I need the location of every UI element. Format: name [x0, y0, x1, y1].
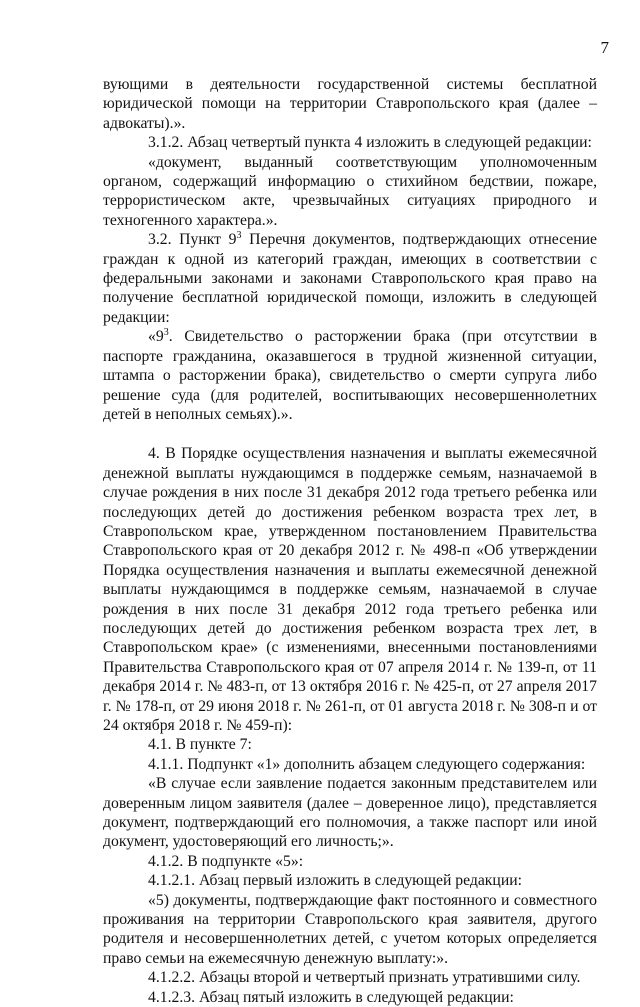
- superscript-3: 3: [163, 327, 169, 339]
- paragraph-quote-item-9-3: [103, 327, 597, 424]
- document-body: [103, 75, 597, 1007]
- superscript-3: 3: [236, 230, 242, 242]
- paragraph-item-9-3-start: «9: [148, 328, 164, 346]
- paragraph-4-1-2-1: 4.1.2.1. Абзац первый изложить в следующей редакции:: [148, 872, 522, 890]
- page-number: 7: [600, 38, 609, 57]
- paragraph-item-9-3-rest: . Свидетельство о расторжении брака (при отсутствии в паспорте гражданина, оказавшегося в трудной жизненной ситуации, штампа о расторжении брака), свидетельство о смерти супруга либо решение суда (для родителей, воспитывающих несовершеннолетних детей в неполных семьях).».: [103, 328, 597, 423]
- paragraph-4-1-1: 4.1.1. Подпункт «1» дополнить абзацем следующего содержания:: [148, 755, 586, 773]
- paragraph-4-1-2-3: 4.1.2.3. Абзац пятый изложить в следующей редакции:: [148, 988, 514, 1006]
- paragraph-quote-document: «документ, выданный соответствующим уполномоченным органом, содержащий информацию о стихийном бедствии, пожаре, террористическом акте, чрезвычайных ситуациях природного и техногенного характера.».: [103, 153, 597, 229]
- paragraph-4-1-2: 4.1.2. В подпункте «5»:: [148, 852, 304, 870]
- paragraph-continuation: вующими в деятельности государственной системы бесплатной юридической помощи на территории Ставропольского края (далее – адвокаты).».: [103, 76, 597, 132]
- paragraph-3-2-start: 3.2. Пункт 9: [148, 231, 237, 249]
- paragraph-quote-documents-5: «5) документы, подтверждающие факт постоянного и совместного проживания на территории Ставропольского края заявителя, другого родителя и несовершеннолетних детей, с учетом которых определяется право семьи на ежемесячную денежную выплату:».: [103, 891, 597, 967]
- paragraph-quote-representative: «В случае если заявление подается законным представителем или доверенным лицом заявителя (далее – доверенное лицо), представляется документ, подтверждающий его полномочия, а также паспорт или иной документ, удостоверяющий его личность;».: [103, 775, 597, 851]
- paragraph-3-2: [103, 230, 597, 327]
- paragraph-3-2-rest: Перечня документов, подтверждающих отнесение граждан к одной из категорий граждан, имеющих в соответствии с федеральными законами и законами Ставропольского края право на получение бесплатной юридической помощи, изложить в следующей редакции:: [103, 231, 598, 326]
- paragraph-4-1: 4.1. В пункте 7:: [148, 736, 252, 754]
- paragraph-4: 4. В Порядке осуществления назначения и выплаты ежемесячной денежной выплаты нуждающимся в поддержке семьям, назначаемой в случае рождения в них после 31 декабря 2012 года третьего ребенка или последующих детей до достижения ребенком возраста трех лет, в Ставропольском крае, утвержденном постановлением Правительства Ставропольского края от 20 декабря 2012 г. № 498-п «Об утверждении Порядка осуществления назначения и выплаты ежемесячной денежной выплаты нуждающимся в поддержке семьям, назначаемой в случае рождения в них после 31 декабря 2012 года третьего ребенка или последующих детей до достижения ребенком возраста трех лет, в Ставропольском крае» (с изменениями, внесенными постановлениями Правительства Ставропольского края от 07 апреля 2014 г. № 139-п, от 11 декабря 2014 г. № 483-п, от 13 октября 2016 г. № 425-п, от 27 апреля 2017 г. № 178-п, от 29 июня 2018 г. № 261-п, от 01 августа 2018 г. № 308-п и от 24 октября 2018 г. № 459-п):: [103, 445, 597, 734]
- paragraph-3-1-2: 3.1.2. Абзац четвертый пункта 4 изложить в следующей редакции:: [148, 134, 592, 152]
- paragraph-4-1-2-2: 4.1.2.2. Абзацы второй и четвертый признать утратившими силу.: [148, 969, 581, 987]
